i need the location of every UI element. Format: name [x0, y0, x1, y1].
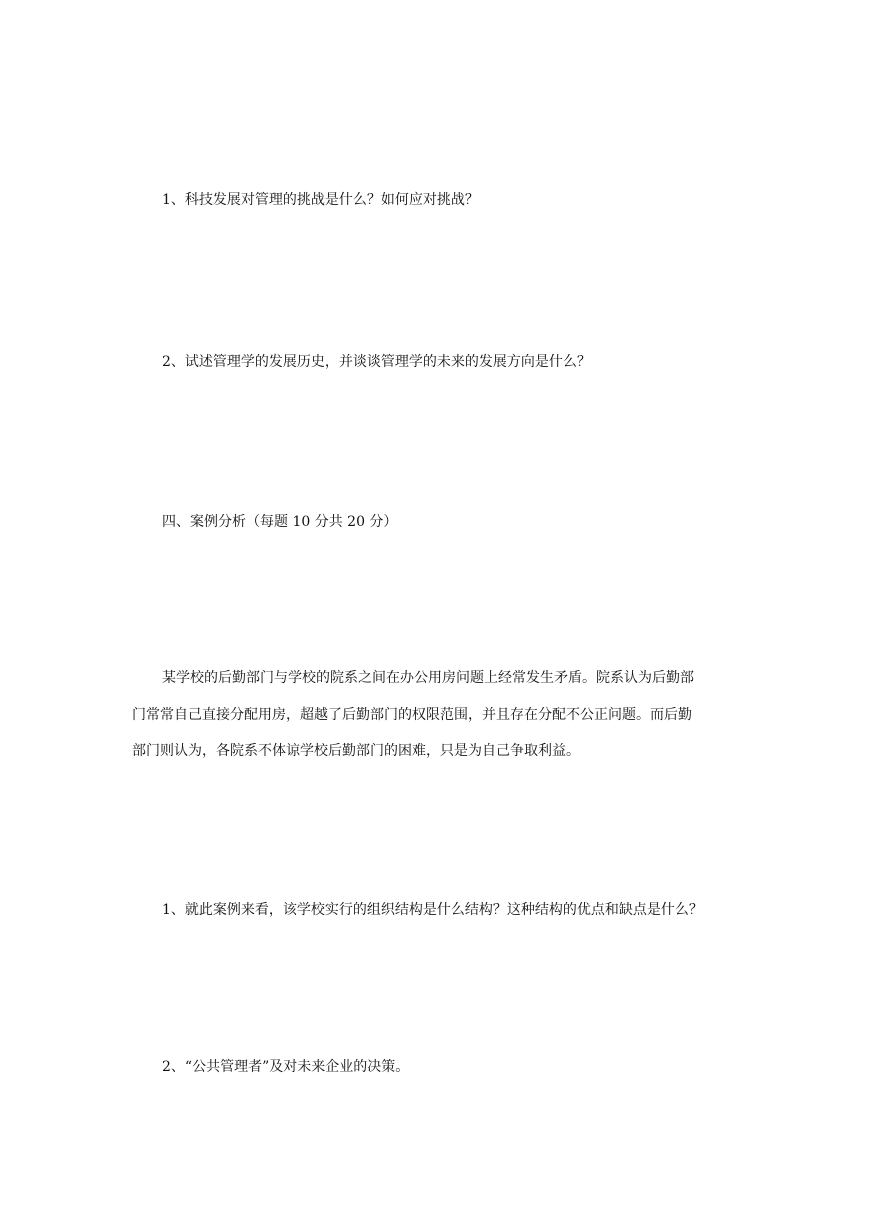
case-line: 部门则认为，各院系不体谅学校后勤部门的困难，只是为自己争取利益。 [132, 743, 580, 759]
case-question-2: 2、“公共管理者”及对未来企业的决策。 [162, 1059, 410, 1075]
case-line: 门常常自己直接分配用房，超越了后勤部门的权限范围，并且存在分配不公正问题。而后勤 [132, 707, 692, 723]
case-question-1: 1、就此案例来看，该学校实行的组织结构是什么结构？这种结构的优点和缺点是什么？ [162, 902, 703, 918]
question-2: 2、试述管理学的发展历史，并谈谈管理学的未来的发展方向是什么？ [162, 354, 591, 370]
section-heading: 四、案例分析（每题 10 分共 20 分） [162, 514, 398, 530]
case-line: 某学校的后勤部门与学校的院系之间在办公用房问题上经常发生矛盾。院系认为后勤部 [162, 670, 694, 686]
question-1: 1、科技发展对管理的挑战是什么？如何应对挑战？ [162, 192, 479, 208]
